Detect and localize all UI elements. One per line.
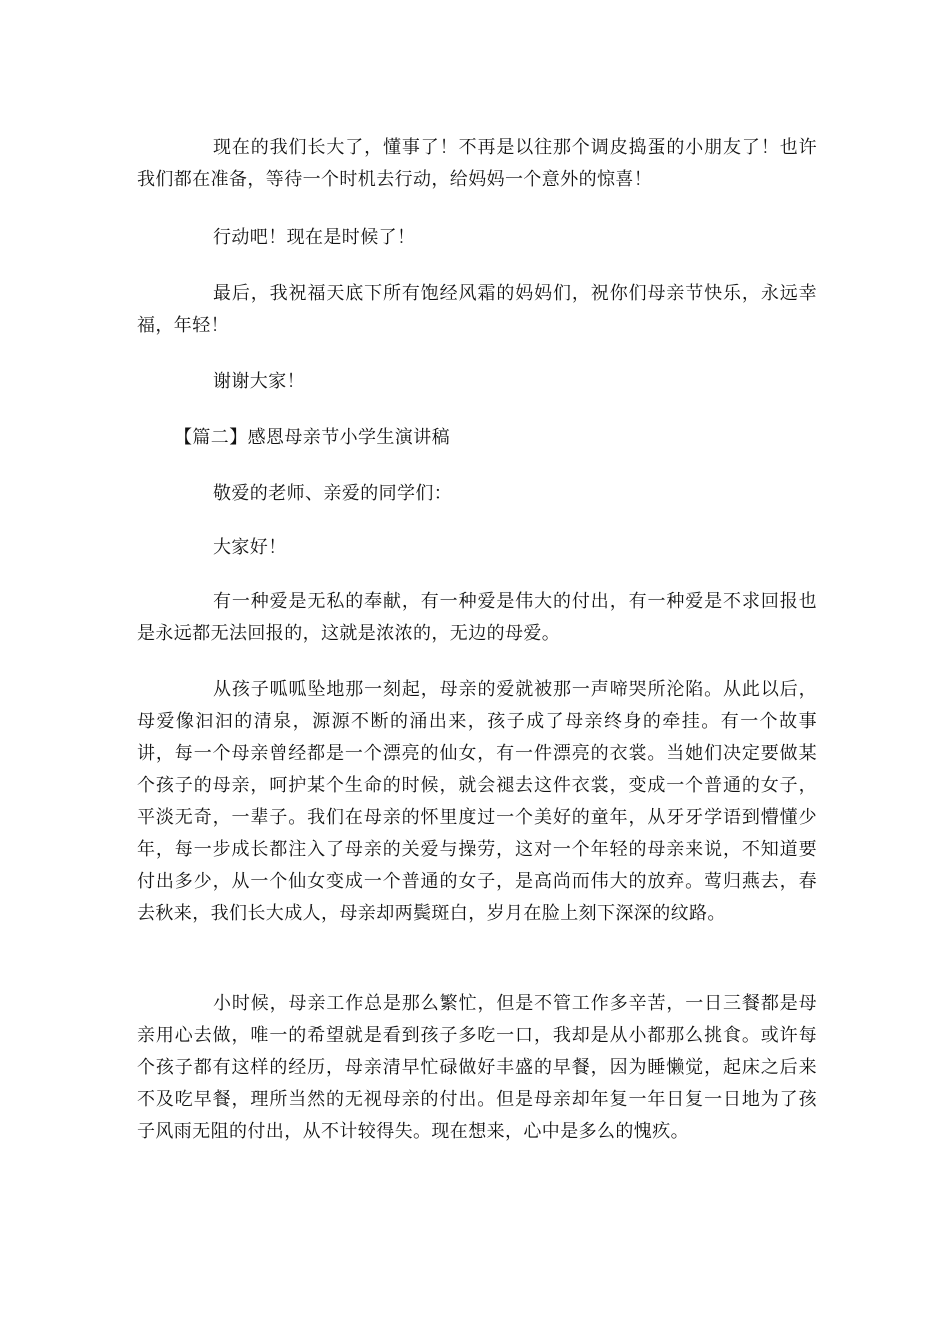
- paragraph-thanks: 谢谢大家！: [213, 371, 305, 392]
- paragraph-childhood: 小时候，母亲工作总是那么繁忙，但是不管工作多辛苦，一日三餐都是母亲用心去做，唯一的希望就是看到孩子多吃一口，我却是从小都那么挑食。或许每个孩子都有这样的经历，母亲清早忙碌做好丰盛的早餐，因为睡懒觉，起床之后来不及吃早餐，理所当然的无视母亲的付出。但是母亲却年复一年日复一日地为了孩子风雨无阻的付出，从不计较得失。现在想来，心中是多么的愧疚。: [137, 993, 817, 1142]
- paragraph-blessing: 最后，我祝福天底下所有饱经风霜的妈妈们，祝你们母亲节快乐，永远幸福，年轻！: [137, 283, 817, 336]
- paragraph-salutation: 敬爱的老师、亲爱的同学们：: [213, 483, 453, 504]
- paragraph-grow-up: 现在的我们长大了，懂事了！不再是以往那个调皮捣蛋的小朋友了！也许我们都在准备，等待一个时机去行动，给妈妈一个意外的惊喜！: [137, 137, 817, 190]
- paragraph-mother-love: 从孩子呱呱坠地那一刻起，母亲的爱就被那一声啼哭所沦陷。从此以后，母爱像汩汩的清泉，源源不断的涌出来，孩子成了母亲终身的牵挂。有一个故事讲，每一个母亲曾经都是一个漂亮的仙女，有一件漂亮的衣裳。当她们决定要做某个孩子的母亲，呵护某个生命的时候，就会褪去这件衣裳，变成一个普通的女子，平淡无奇，一辈子。我们在母亲的怀里度过一个美好的童年，从牙牙学语到懵懂少年，每一步成长都注入了母亲的关爱与操劳，这对一个年轻的母亲来说，不知道要付出多少，从一个仙女变成一个普通的女子，是高尚而伟大的放弃。莺归燕去，春去秋来，我们长大成人，母亲却两鬓斑白，岁月在脸上刻下深深的纹路。: [137, 679, 817, 924]
- section-heading: 【篇二】感恩母亲节小学生演讲稿: [174, 427, 450, 448]
- paragraph-greeting: 大家好！: [213, 537, 287, 558]
- paragraph-act-now: 行动吧！现在是时候了！: [213, 227, 416, 248]
- paragraph-selfless-love: 有一种爱是无私的奉献，有一种爱是伟大的付出，有一种爱是不求回报也是永远都无法回报的，这就是浓浓的，无边的母爱。: [137, 591, 817, 644]
